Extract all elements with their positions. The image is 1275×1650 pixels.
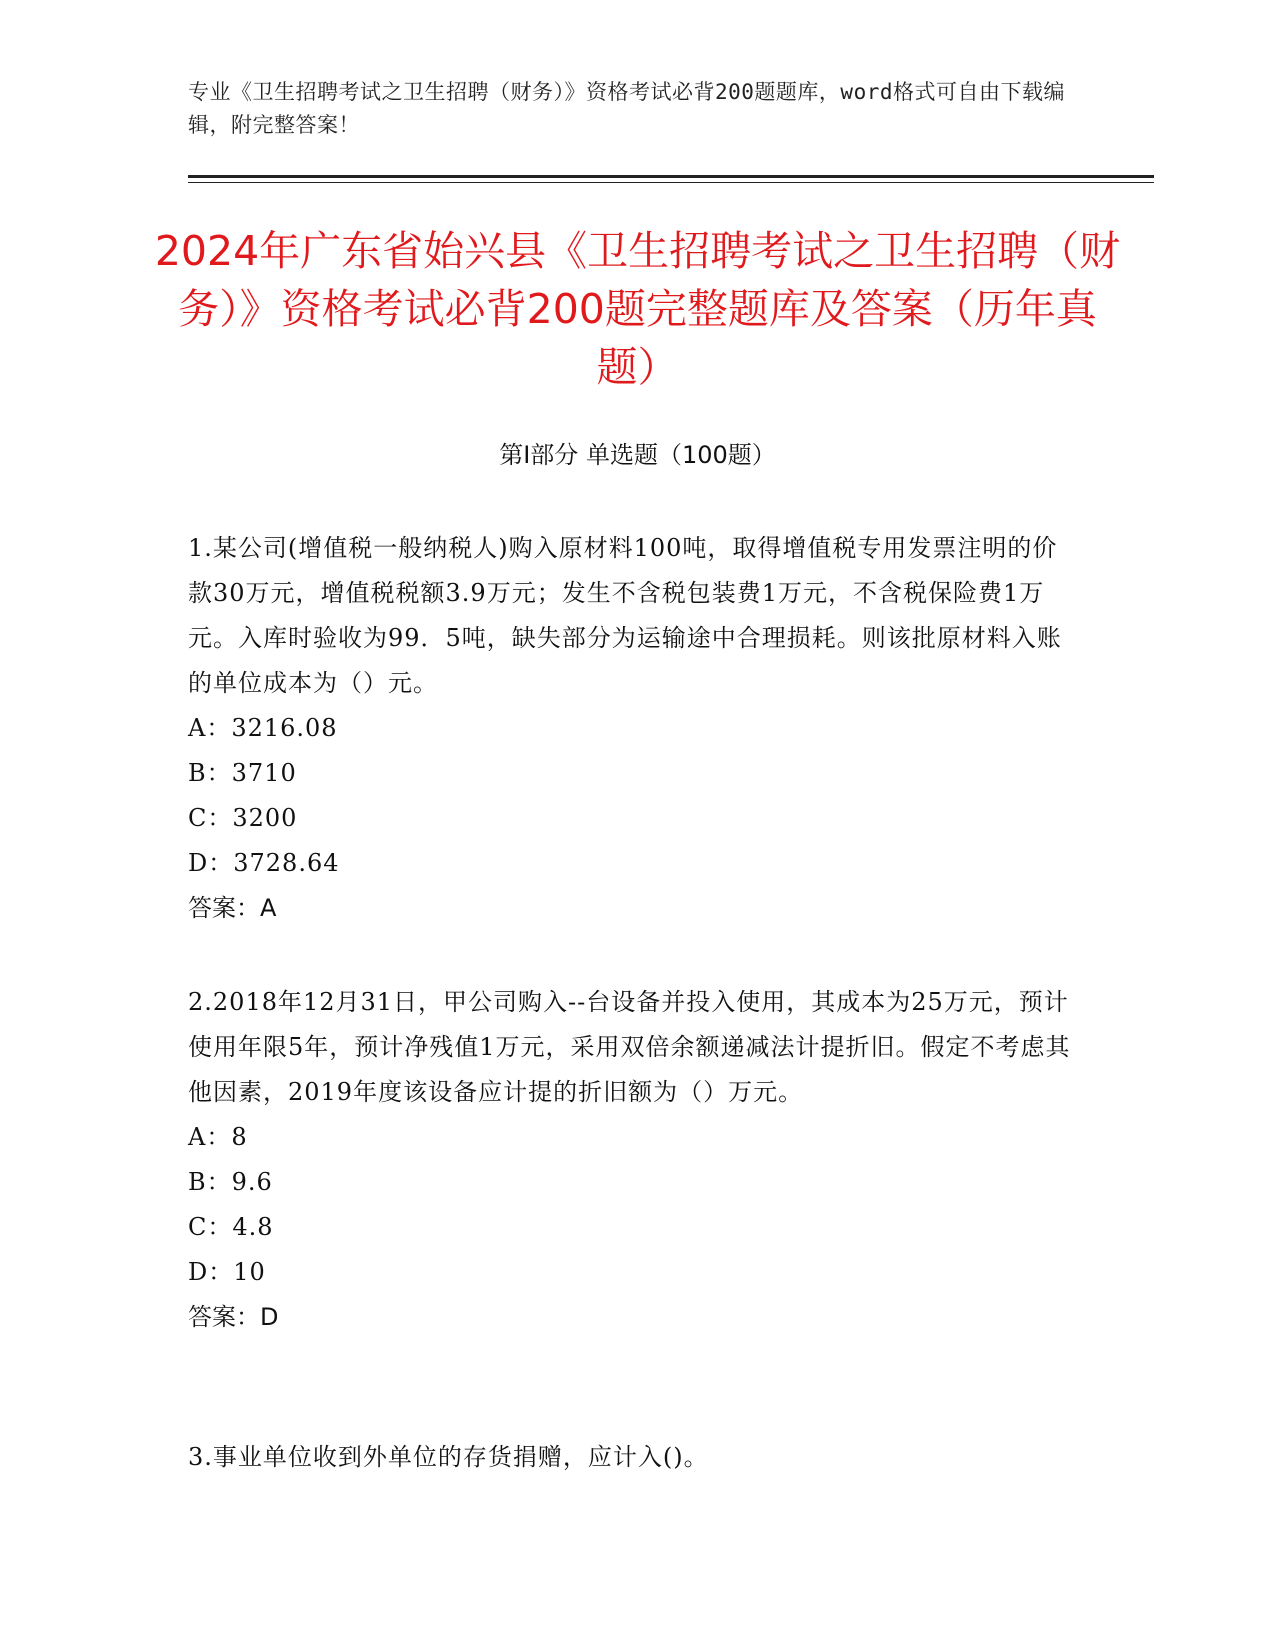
header-divider-thin (188, 182, 1154, 183)
question-stem: 1.某公司(增值税一般纳税人)购入原材料100吨，取得增值税专用发票注明的价款30万元，增值税税额3.9万元；发生不含税包装费1万元，不含税保险费1万元。入库时验收为99．5吨，缺失部分为运输途中合理损耗。则该批原材料入账的单位成本为（）元。 (188, 534, 1062, 697)
section-heading: 第I部分 单选题（100题） (499, 441, 776, 469)
question-1 (188, 526, 1078, 931)
option-a: A：3216.08 (188, 714, 338, 742)
option-d: D：10 (188, 1258, 266, 1286)
option-a: A：8 (188, 1123, 248, 1151)
answer-label: 答案：D (188, 1303, 279, 1331)
question-stem: 3.事业单位收到外单位的存货捐赠，应计入()。 (188, 1443, 709, 1471)
document-title: 2024年广东省始兴县《卫生招聘考试之卫生招聘（财务）》资格考试必背200题完整题库及答案（历年真题） (154, 227, 1121, 391)
answer-label: 答案：A (188, 894, 277, 922)
option-b: B：3710 (188, 759, 297, 787)
header-divider-thick (188, 175, 1154, 178)
option-c: C：3200 (188, 804, 298, 832)
option-b: B：9.6 (188, 1168, 273, 1196)
question-2 (188, 980, 1078, 1340)
question-3 (188, 1435, 1078, 1480)
option-d: D：3728.64 (188, 849, 340, 877)
header-note: 专业《卫生招聘考试之卫生招聘（财务）》资格考试必背200题题库，word格式可自由下载编辑，附完整答案！ (188, 80, 1065, 137)
question-stem: 2.2018年12月31日，甲公司购入--台设备并投入使用，其成本为25万元，预计使用年限5年，预计净残值1万元，采用双倍余额递减法计提折旧。假定不考虑其他因素，2019年度该设备应计提的折旧额为（）万元。 (188, 988, 1071, 1106)
option-c: C：4.8 (188, 1213, 274, 1241)
